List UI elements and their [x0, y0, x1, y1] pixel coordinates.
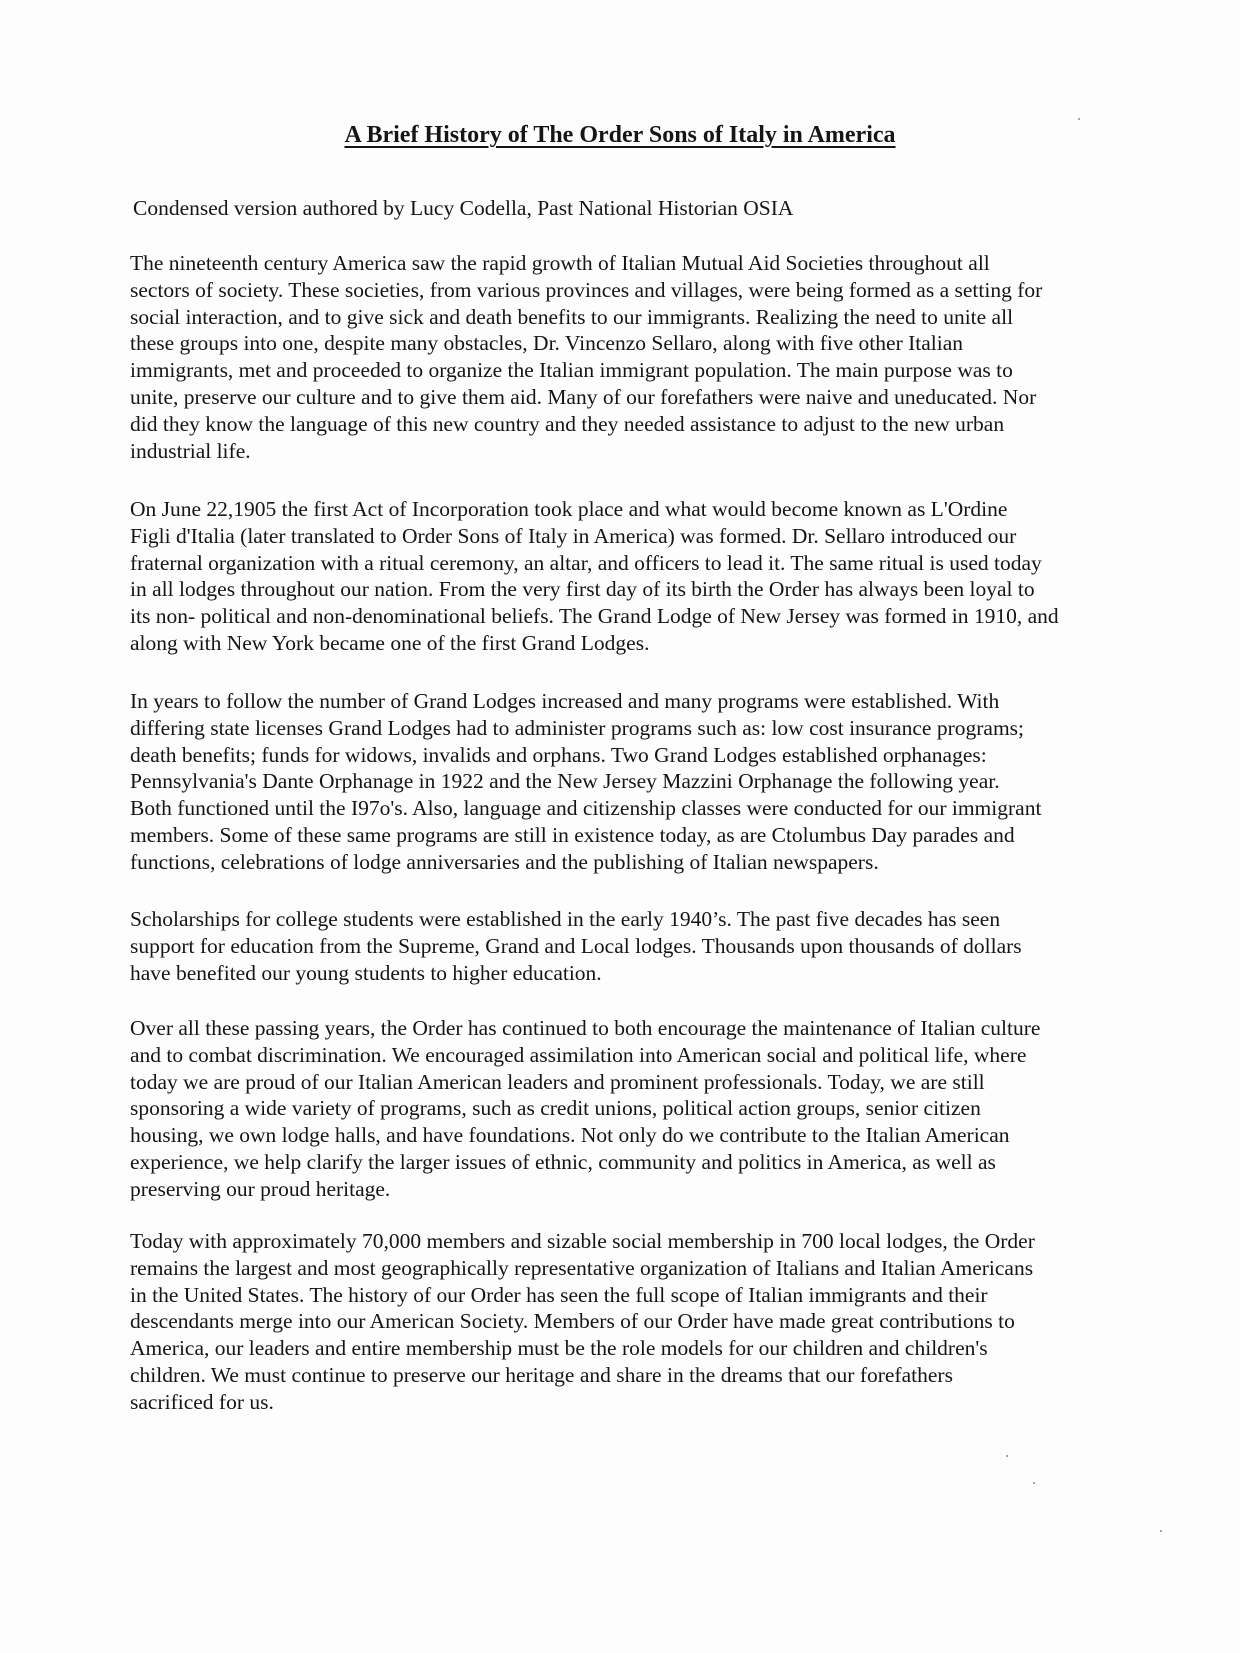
scan-speck: [1160, 1530, 1162, 1532]
paragraph-line: remains the largest and most geographically representative organization of Italians and Italian Americans: [130, 1255, 1034, 1280]
paragraph-mutual-aid: [130, 250, 1160, 464]
document-title: A Brief History of The Order Sons of Italy in America: [344, 122, 896, 148]
paragraph-line: in the United States. The history of our Order has seen the full scope of Italian immigrants and their: [130, 1282, 988, 1307]
paragraph-line: Pennsylvania's Dante Orphanage in 1922 and the New Jersey Mazzini Orphanage the following year.: [130, 769, 1000, 794]
paragraph-line: along with New York became one of the first Grand Lodges.: [130, 630, 650, 655]
paragraph-line: descendants merge into our American Society. Members of our Order have made great contributions to: [130, 1309, 1015, 1334]
paragraph-culture: [130, 1015, 1160, 1203]
paragraph-line: did they know the language of this new country and they needed assistance to adjust to the new urban: [130, 411, 1005, 436]
paragraph-grand-lodges: [130, 688, 1160, 876]
byline: Condensed version authored by Lucy Codella, Past National Historian OSIA: [133, 196, 794, 220]
scan-speck: [1033, 1482, 1035, 1484]
paragraph-line: In years to follow the number of Grand Lodges increased and many programs were established. With: [130, 689, 1000, 713]
paragraph-line: Over all these passing years, the Order has continued to both encourage the maintenance of Italian culture: [130, 1016, 1041, 1040]
paragraph-line: fraternal organization with a ritual ceremony, an altar, and officers to lead it. The same ritual is used today: [130, 550, 1042, 575]
paragraph-line: functions, celebrations of lodge anniversaries and the publishing of Italian newspapers.: [130, 849, 879, 874]
paragraph-line: death benefits; funds for widows, invalids and orphans. Two Grand Lodges established orphanages:: [130, 742, 987, 767]
paragraph-line: On June 22,1905 the first Act of Incorporation took place and what would become known as L'Ordine: [130, 497, 1008, 521]
paragraph-line: have benefited our young students to higher education.: [130, 960, 602, 985]
paragraph-incorporation: [130, 496, 1160, 657]
scan-speck: [1078, 118, 1080, 120]
paragraph-line: immigrants, met and proceeded to organize the Italian immigrant population. The main purpose was to: [130, 358, 1013, 383]
paragraph-line: Scholarships for college students were established in the early 1940’s. The past five decades has seen: [130, 907, 1001, 931]
paragraph-line: industrial life.: [130, 438, 251, 463]
paragraph-line: these groups into one, despite many obstacles, Dr. Vincenzo Sellaro, along with five other Italian: [130, 331, 964, 356]
paragraph-line: today we are proud of our Italian American leaders and prominent professionals. Today, we are still: [130, 1069, 985, 1094]
paragraph-line: sponsoring a wide variety of programs, such as credit unions, political action groups, senior citizen: [130, 1096, 981, 1121]
paragraph-line: children. We must continue to preserve our heritage and share in the dreams that our forefathers: [130, 1362, 953, 1387]
scan-speck: [1006, 1455, 1008, 1457]
paragraph-line: in all lodges throughout our nation. From the very first day of its birth the Order has always been loyal to: [130, 577, 1035, 602]
paragraph-line: differing state licenses Grand Lodges had to administer programs such as: low cost insurance programs;: [130, 715, 1025, 740]
paragraph-line: members. Some of these same programs are still in existence today, as are Ctolumbus Day parades and: [130, 822, 1015, 847]
paragraph-line: sectors of society. These societies, from various provinces and villages, were being formed as a setting for: [130, 277, 1043, 302]
paragraph-line: preserving our proud heritage.: [130, 1176, 391, 1201]
paragraph-line: The nineteenth century America saw the rapid growth of Italian Mutual Aid Societies throughout all: [130, 251, 990, 275]
paragraph-line: and to combat discrimination. We encouraged assimilation into American social and political life, where: [130, 1042, 1027, 1067]
paragraph-line: housing, we own lodge halls, and have foundations. Not only do we contribute to the Italian American: [130, 1123, 1010, 1148]
paragraph-line: unite, preserve our culture and to give them aid. Many of our forefathers were naive and uneducated. Nor: [130, 384, 1037, 409]
paragraph-scholarships: [130, 906, 1160, 986]
paragraph-line: America, our leaders and entire membership must be the role models for our children and children's: [130, 1336, 988, 1361]
paragraph-line: support for education from the Supreme, Grand and Local lodges. Thousands upon thousands of dollars: [130, 933, 1022, 958]
paragraph-line: its non- political and non-denominational beliefs. The Grand Lodge of New Jersey was formed in 1910, and: [130, 604, 1059, 629]
paragraph-today: [130, 1228, 1160, 1416]
paragraph-line: experience, we help clarify the larger issues of ethnic, community and politics in America, as well as: [130, 1149, 996, 1174]
paragraph-line: Today with approximately 70,000 members and sizable social membership in 700 local lodges, the Order: [130, 1229, 1035, 1253]
paragraph-line: Both functioned until the I97o's. Also, language and citizenship classes were conducted for our immigrant: [130, 796, 1042, 821]
paragraph-line: Figli d'Italia (later translated to Order Sons of Italy in America) was formed. Dr. Sellaro introduced our: [130, 523, 1017, 548]
paragraph-line: sacrificed for us.: [130, 1389, 274, 1414]
paragraph-line: social interaction, and to give sick and death benefits to our immigrants. Realizing the need to unite all: [130, 304, 1014, 329]
